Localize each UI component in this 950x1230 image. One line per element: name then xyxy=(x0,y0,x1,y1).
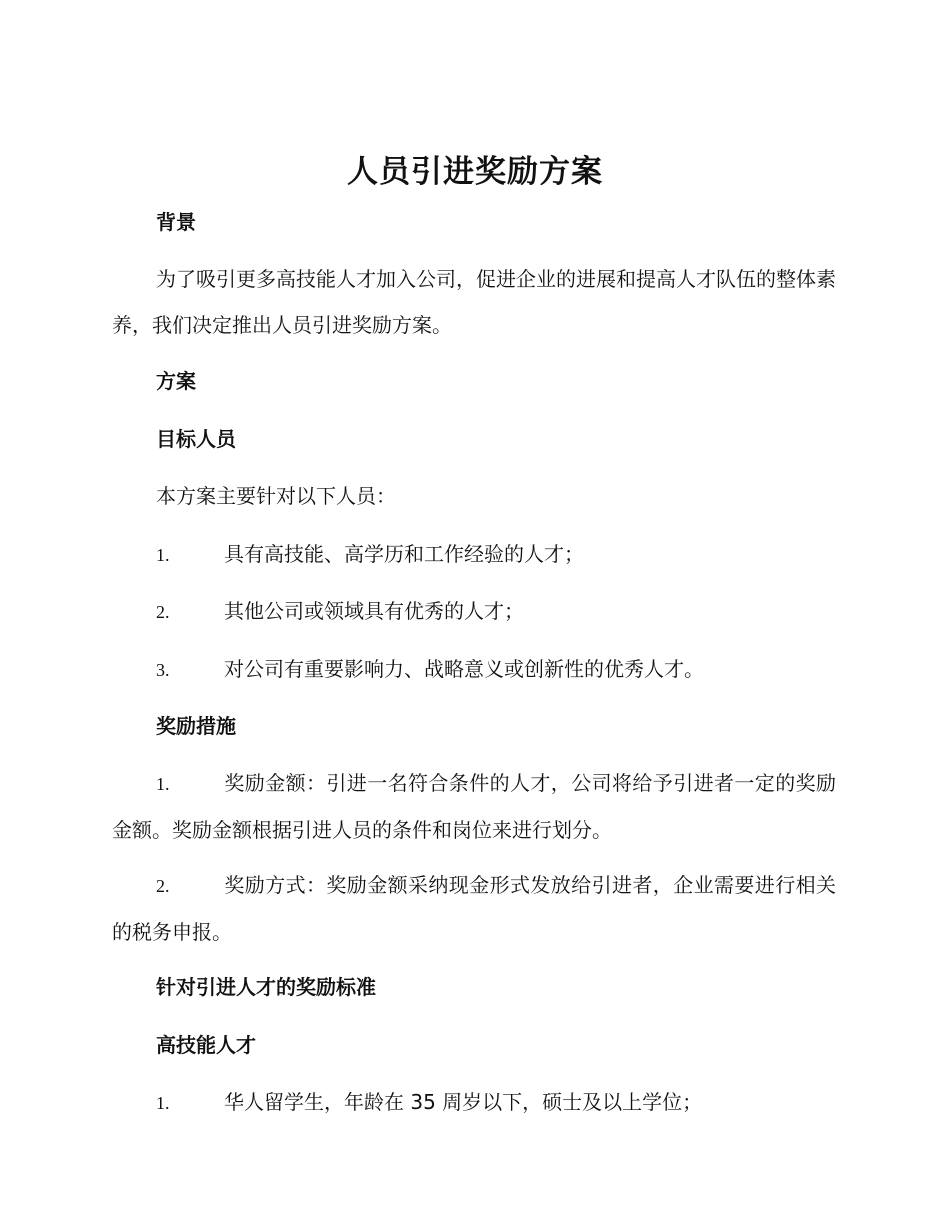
list-number: 1. xyxy=(156,545,170,565)
list-number: 1. xyxy=(156,774,170,794)
measures-heading: 奖励措施 xyxy=(156,714,236,738)
list-number: 2. xyxy=(156,876,170,896)
background-heading: 背景 xyxy=(156,210,196,234)
target-heading: 目标人员 xyxy=(156,427,236,451)
measures-list-item xyxy=(112,862,836,955)
list-item-text: 具有高技能、高学历和工作经验的人才； xyxy=(224,542,584,566)
target-intro: 本方案主要针对以下人员： xyxy=(156,484,396,508)
standards-heading: 针对引进人才的奖励标准 xyxy=(156,975,376,999)
target-list-item xyxy=(156,654,704,685)
list-item-text: 对公司有重要影响力、战略意义或创新性的优秀人才。 xyxy=(224,657,704,681)
document-title: 人员引进奖励方案 xyxy=(347,154,603,190)
high-skill-heading: 高技能人才 xyxy=(156,1033,256,1057)
high-skill-list-item xyxy=(156,1087,702,1118)
list-number: 3. xyxy=(156,660,170,680)
plan-heading: 方案 xyxy=(156,369,196,393)
list-number: 2. xyxy=(156,602,170,622)
list-item-text: 其他公司或领域具有优秀的人才； xyxy=(224,599,524,623)
target-list-item xyxy=(156,596,524,627)
list-number: 1. xyxy=(156,1093,170,1113)
background-paragraph: 为了吸引更多高技能人才加入公司，促进企业的进展和提高人才队伍的整体素养，我们决定推出人员引进奖励方案。 xyxy=(112,267,836,337)
target-list-item xyxy=(156,539,584,570)
list-item-text: 奖励金额：引进一名符合条件的人才，公司将给予引进者一定的奖励金额。奖励金额根据引进人员的条件和岗位来进行划分。 xyxy=(112,771,836,842)
list-item-text: 奖励方式：奖励金额采纳现金形式发放给引进者，企业需要进行相关的税务申报。 xyxy=(112,873,836,944)
measures-list-item xyxy=(112,760,836,853)
list-item-text: 华人留学生，年龄在 35 周岁以下，硕士及以上学位； xyxy=(224,1090,703,1114)
